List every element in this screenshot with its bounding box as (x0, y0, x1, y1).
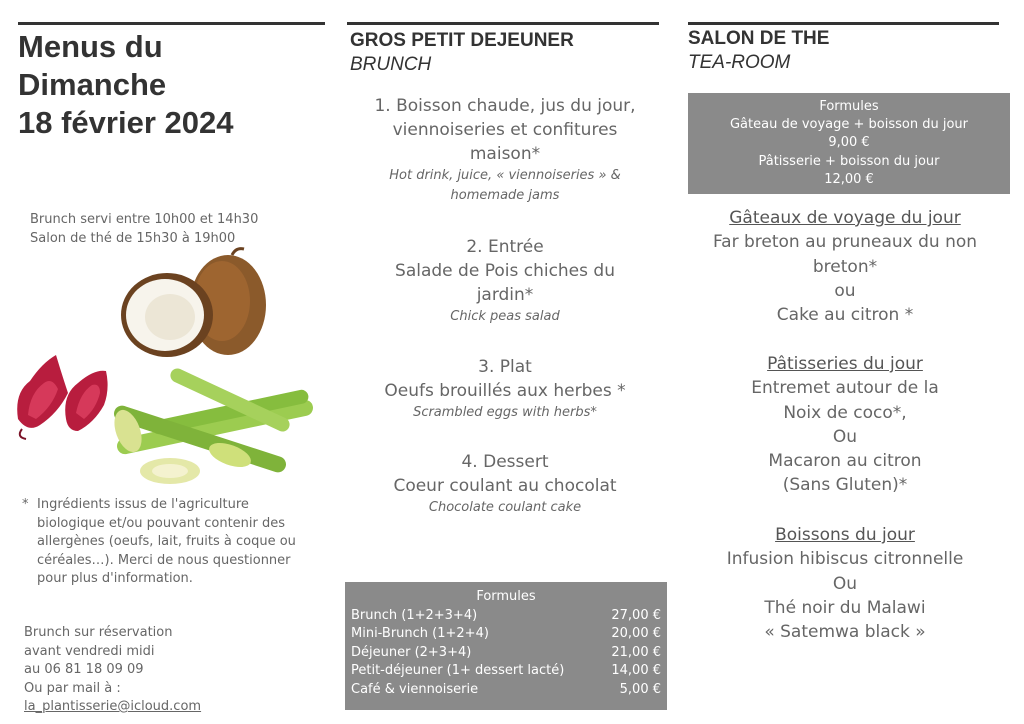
course-4 (345, 450, 665, 518)
section-item: Macaron au citron (768, 451, 922, 472)
section-item: Ou (832, 426, 858, 447)
hibiscus-flower-icon (17, 355, 107, 439)
formule-price: 27,00 € (611, 608, 661, 623)
course-line: 4. Dessert (461, 452, 549, 472)
section-item: Thé noir du Malawi (764, 597, 926, 618)
title-line: Dimanche (18, 67, 167, 102)
course-translation: Scrambled eggs with herbs* (413, 405, 597, 420)
course-line: viennoiseries et confitures (392, 120, 618, 140)
course-3 (345, 355, 665, 423)
formule-row (351, 662, 661, 680)
formules-title: Formules (476, 589, 536, 604)
course-line: 3. Plat (478, 357, 532, 377)
course-translation: homemade jams (450, 188, 560, 203)
formule-price: 21,00 € (611, 644, 661, 660)
section-item: Cake au citron * (776, 305, 914, 326)
allergen-asterisk: * (22, 497, 29, 512)
lemongrass-icon (109, 366, 314, 484)
formule-label: Déjeuner (2+3+4) (351, 644, 472, 660)
section-item: Noix de coco*, (783, 402, 907, 423)
formule-line: Pâtisserie + boisson du jour (758, 153, 940, 169)
course-2 (345, 235, 665, 327)
brunch-heading: GROS PETIT DEJEUNER (350, 30, 574, 51)
tea-room-subheading: TEA-ROOM (688, 52, 791, 73)
section-item: Ou (832, 573, 858, 594)
course-1 (345, 94, 665, 206)
brunch-formules-box (345, 582, 667, 710)
title-line: 18 février 2024 (18, 105, 234, 140)
formule-price: 5,00 € (619, 681, 661, 697)
section-item: (Sans Gluten)* (782, 475, 908, 496)
section-item: Far breton au pruneaux du non (712, 232, 978, 253)
course-line: 1. Boisson chaude, jus du jour, (374, 96, 636, 116)
brunch-header (350, 29, 574, 77)
course-line: 2. Entrée (466, 237, 544, 257)
formule-row (351, 644, 661, 662)
section-title: Boissons du jour (775, 525, 915, 545)
course-translation: Chick peas salad (450, 309, 560, 324)
formule-line: Gâteau de voyage + boisson du jour (729, 117, 969, 133)
formules-title: Formules (819, 99, 879, 114)
brunch-subheading: BRUNCH (350, 54, 432, 75)
gateaux-section (690, 206, 1000, 327)
allergen-notice (22, 496, 322, 589)
column3-top-rule (688, 22, 999, 25)
course-line: jardin* (476, 285, 534, 305)
column2-top-rule (347, 22, 659, 25)
column1-top-rule (18, 22, 325, 25)
tea-room-header (688, 27, 829, 75)
formule-label: Petit-déjeuner (1+ dessert lacté) (351, 663, 565, 679)
allergen-line: allergènes (oeufs, lait, fruits à coque ou (37, 534, 296, 549)
reservation-line: avant vendredi midi (24, 643, 155, 659)
course-translation: Hot drink, juice, « viennoiseries » & (389, 168, 621, 183)
section-title: Gâteaux de voyage du jour (729, 208, 961, 228)
reservation-email-link[interactable]: la_plantisserie@icloud.com (24, 699, 202, 714)
formule-price: 9,00 € (828, 135, 870, 151)
reservation-info (24, 624, 201, 717)
formule-label: Mini-Brunch (1+2+4) (351, 626, 489, 642)
formule-row (351, 625, 661, 643)
patisseries-section (690, 352, 1000, 498)
section-item: « Satemwa black » (764, 622, 926, 643)
course-line: Oeufs brouillés aux herbes * (384, 381, 626, 401)
formule-price: 12,00 € (824, 171, 874, 187)
reservation-line: Brunch sur réservation (24, 625, 173, 640)
brunch-hours: Brunch servi entre 10h00 et 14h30 (30, 212, 259, 227)
reservation-line: Ou par mail à : (24, 680, 121, 696)
tea-room-hours: Salon de thé de 15h30 à 19h00 (30, 231, 236, 246)
course-line: maison* (469, 144, 541, 164)
allergen-line: céréales…). Merci de nous questionner (37, 552, 291, 568)
allergen-line: biologique et/ou pouvant contenir des (37, 515, 286, 531)
coconut-icon (121, 249, 266, 357)
allergen-line: Ingrédients issus de l'agriculture (37, 497, 249, 512)
tea-room-heading: SALON DE THE (688, 28, 830, 49)
reservation-phone[interactable]: au 06 81 18 09 09 (24, 662, 144, 677)
formule-label: Brunch (1+2+3+4) (351, 608, 478, 623)
title-line: Menus du (18, 29, 163, 64)
boissons-section (690, 523, 1000, 644)
formule-price: 20,00 € (611, 626, 661, 642)
course-translation: Chocolate coulant cake (428, 500, 582, 515)
page-title (18, 28, 233, 142)
formule-price: 14,00 € (611, 663, 661, 679)
section-item: Entremet autour de la (751, 378, 939, 399)
course-line: Coeur coulant au chocolat (393, 476, 617, 496)
section-item: Infusion hibiscus citronnelle (726, 549, 964, 570)
section-item: ou (834, 280, 856, 301)
formule-label: Café & viennoiserie (351, 681, 479, 697)
allergen-line: pour plus d'information. (37, 571, 193, 586)
course-line: Salade de Pois chiches du (395, 261, 615, 281)
formule-row (351, 681, 661, 699)
section-title: Pâtisseries du jour (767, 354, 923, 374)
formule-row (351, 607, 661, 625)
section-item: breton* (812, 256, 878, 277)
tea-room-formules-box (688, 93, 1010, 194)
ingredients-illustration (0, 243, 340, 493)
